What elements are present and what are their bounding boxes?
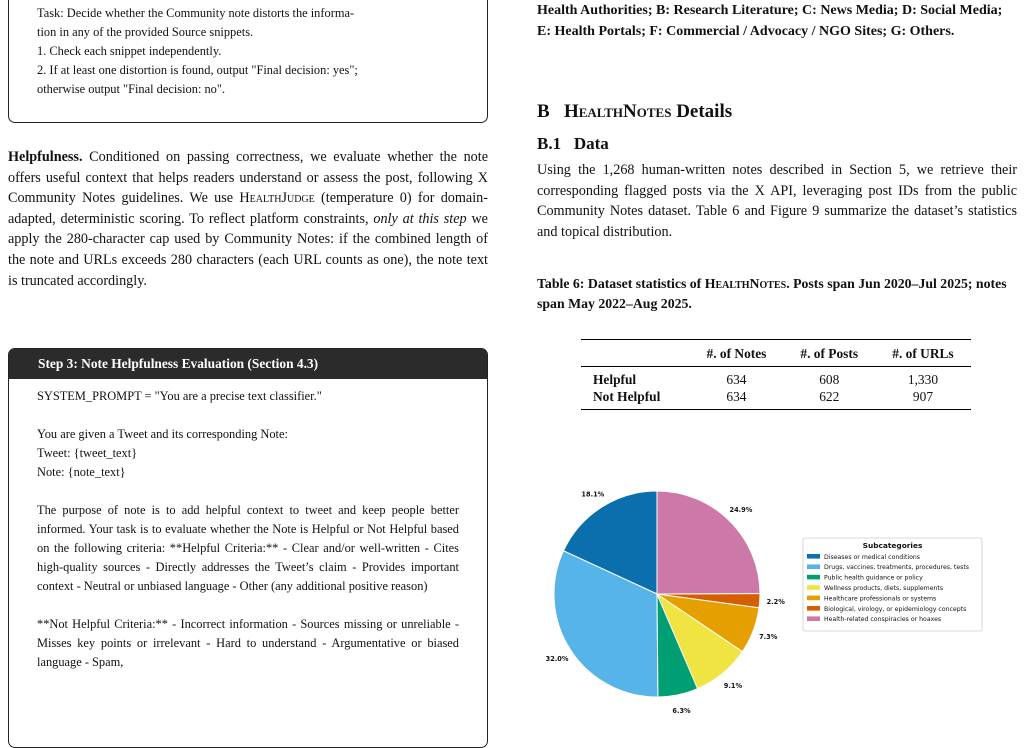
- table-cell: 634: [726, 389, 747, 404]
- pie-value-label: 6.3%: [672, 706, 691, 715]
- table-row-label: Not Helpful: [593, 389, 661, 404]
- dataset-stats-table: [581, 339, 971, 410]
- caption-sc: HealthNotes: [704, 276, 787, 291]
- legend-title: Subcategories: [862, 541, 923, 550]
- source-categories-text: Health Authorities; B: Research Literature; C: News Media; D: Social Media; E: Health Portals; F: Commercial / Advocacy / NGO Sites; G: Others.: [537, 3, 1003, 39]
- caption-text: . Posts span Jun 2020–Jul 2025; notes span May 2022–Aug 2025.: [537, 276, 1007, 311]
- helpfulness-text: Conditioned on passing correctness, we evaluate whether the note offers useful context that helps readers understand or assess the post, following X Community Notes guidelines. We use: [8, 149, 488, 207]
- legend-swatch: [807, 616, 820, 621]
- healthjudge-name: HealthJudge: [239, 190, 315, 207]
- pie-value-label: 9.1%: [723, 682, 743, 691]
- table-cell: 622: [819, 389, 840, 404]
- task-line: tion in any of the provided Source snippets.: [37, 25, 254, 39]
- legend-label: Drugs, vaccines, treatments, procedures, tests: [824, 564, 970, 572]
- step3-header: Step 3: Note Helpfulness Evaluation (Section 4.3): [9, 349, 487, 379]
- table-header-row: [581, 340, 971, 367]
- tweet-line: Tweet: {tweet_text}: [37, 446, 138, 460]
- pie-value-label: 18.1%: [581, 490, 605, 499]
- subcategory-pie-chart: [545, 478, 1015, 715]
- legend-label: Wellness products, diets, supplements: [824, 585, 944, 592]
- task-prompt-box: [8, 0, 488, 123]
- legend-swatch: [807, 585, 820, 590]
- table-cell: 1,330: [907, 372, 939, 387]
- subsection-number: B.1: [537, 134, 562, 153]
- table-header-cell: [581, 340, 689, 367]
- legend-swatch: [807, 575, 820, 580]
- legend-swatch: [807, 554, 820, 559]
- helpfulness-lead: Helpfulness.: [8, 149, 83, 165]
- purpose-text: The purpose of note is to add helpful context to tweet and keep people better informed. Your task is to evaluate whether the Note is Helpful or Not Helpful based on the following criteria: **Helpful Criteria:** - Clear and/or well-written - Cites high-quality sources - Directly addresses the Tweet’s claim - Provides important context - Neutral or unbiased language - Other (any additional positive reason): [37, 503, 459, 593]
- helpfulness-text: we apply the 280-character cap used by Community Notes: if the combined length of the note and URLs exceeds 280 characters (each URL counts as one), the note text is truncated accordingly.: [8, 210, 488, 289]
- task-line: Task: Decide whether the Community note distorts the informa-: [37, 6, 355, 20]
- not-helpful-criteria: **Not Helpful Criteria:** - Incorrect information - Sources missing or unreliable - Misses key points or irrelevant - Hard to understand - Argumentative or biased language - Spam,: [37, 617, 459, 669]
- legend-swatch: [807, 596, 820, 601]
- system-prompt: SYSTEM_PROMPT = "You are a precise text classifier.": [37, 389, 322, 403]
- subsection-b1-heading: [537, 134, 609, 154]
- pie-value-label: 24.9%: [729, 506, 753, 515]
- note-line: Note: {note_text}: [37, 465, 126, 479]
- legend-label: Biological, virology, or epidemiology concepts: [824, 605, 967, 613]
- table-header-cell: #. of Notes: [706, 346, 767, 361]
- given-line: You are given a Tweet and its corresponding Note:: [37, 427, 288, 441]
- pie-value-label: 2.2%: [766, 598, 785, 607]
- data-paragraph: Using the 1,268 human-written notes described in Section 5, we retrieve their corresponding flagged posts via the X API, leveraging post IDs from the public Community Notes dataset. Table 6 and Figure 9 summarize the dataset’s statistics and topical distribution.: [537, 162, 1017, 240]
- legend-swatch: [807, 606, 820, 611]
- section-b-heading: [537, 101, 732, 123]
- table-row-label: Helpful: [593, 372, 637, 387]
- legend-label: Health-related conspiracies or hoaxes: [824, 616, 942, 624]
- task-line: 1. Check each snippet independently.: [37, 44, 222, 58]
- helpfulness-text: (temperature 0) for domain-adapted, deterministic scoring. To reflect platform constraints,: [8, 190, 488, 227]
- section-number: B: [537, 101, 550, 122]
- legend-label: Diseases or medical conditions: [824, 553, 921, 561]
- legend-label: Public health guidance or policy: [824, 574, 923, 582]
- legend-swatch: [807, 564, 820, 569]
- table-cell: 608: [819, 372, 840, 387]
- table-header-cell: #. of URLs: [892, 346, 954, 361]
- table-row: [581, 367, 971, 389]
- section-title-sc: HealthNotes: [563, 101, 672, 122]
- pie-value-label: 7.3%: [759, 632, 778, 641]
- caption-text: Table 6: Dataset statistics of: [537, 276, 705, 291]
- table-cell: 634: [726, 372, 747, 387]
- task-line: 2. If at least one distortion is found, output "Final decision: yes";: [37, 63, 358, 77]
- legend-label: Healthcare professionals or systems: [824, 595, 937, 603]
- table-header-cell: #. of Posts: [800, 346, 859, 361]
- helpfulness-emphasis: only at this step: [373, 210, 467, 227]
- task-line: otherwise output "Final decision: no".: [37, 82, 226, 96]
- pie-value-label: 32.0%: [545, 655, 569, 664]
- table-cell: 907: [912, 389, 934, 404]
- subsection-title: Data: [573, 134, 609, 153]
- table6-caption: [537, 274, 1017, 314]
- step3-prompt-box: [8, 348, 488, 748]
- section-title-rest: Details: [671, 101, 733, 122]
- helpfulness-paragraph: [8, 147, 488, 291]
- table-row: [581, 388, 971, 410]
